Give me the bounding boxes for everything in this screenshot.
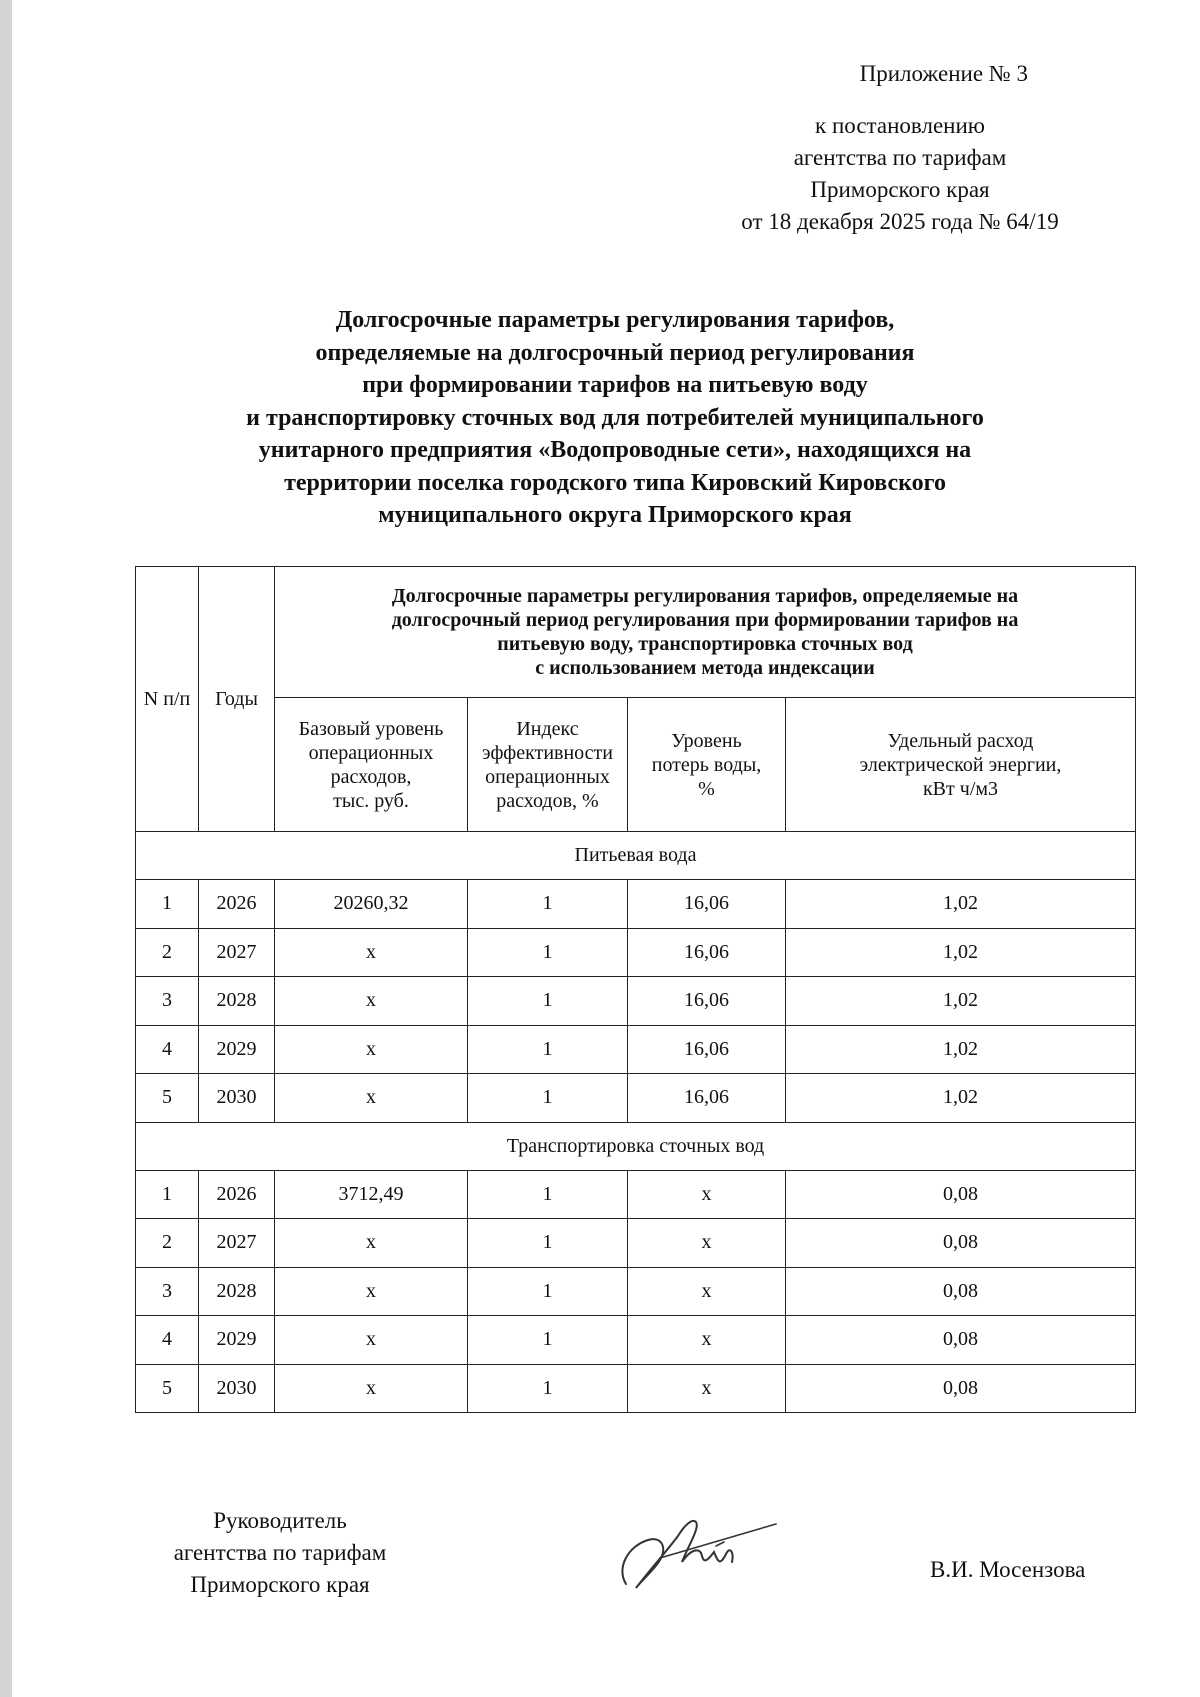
cell-number: 4: [136, 1025, 199, 1074]
cell-number: 2: [136, 1219, 199, 1268]
col-header-water-loss: [628, 698, 786, 832]
cell-efficiency-index: 1: [468, 1025, 628, 1074]
cell-water-loss: 16,06: [628, 1025, 786, 1074]
signer-name: В.И. Мосензова: [930, 1557, 1086, 1582]
cell-number: 3: [136, 1267, 199, 1316]
cell-efficiency-index: 1: [468, 1267, 628, 1316]
table-row: [136, 1267, 1136, 1316]
title-line: Долгосрочные параметры регулирования тарифов,: [335, 307, 895, 333]
header-line: Удельный расход: [887, 729, 1034, 752]
group-header-line: долгосрочный период регулирования при формировании тарифов на: [391, 609, 1019, 631]
header-line: кВт ч/м3: [922, 777, 999, 800]
cell-year: 2030: [199, 1074, 275, 1123]
cell-water-loss: х: [628, 1219, 786, 1268]
group-header: [275, 567, 1136, 698]
table-row: [136, 1170, 1136, 1219]
scan-left-edge: [0, 0, 12, 1697]
cell-base-opex: х: [275, 1267, 468, 1316]
cell-base-opex: х: [275, 1364, 468, 1413]
cell-energy-consumption: 1,02: [786, 928, 1136, 977]
resolution-line: к постановлению: [815, 113, 985, 138]
cell-efficiency-index: 1: [468, 1219, 628, 1268]
signer-position-line: агентства по тарифам: [173, 1540, 387, 1565]
section-drinking-water: Питьевая вода: [136, 832, 1136, 880]
table-row: [136, 1364, 1136, 1413]
cell-base-opex: 20260,32: [275, 880, 468, 929]
resolution-reference: [680, 110, 1120, 238]
signer-position-line: Приморского края: [190, 1572, 370, 1597]
header-line: тыс. руб.: [333, 789, 409, 812]
cell-water-loss: х: [628, 1316, 786, 1365]
signer-position: [130, 1505, 430, 1601]
cell-energy-consumption: 0,08: [786, 1170, 1136, 1219]
cell-water-loss: х: [628, 1364, 786, 1413]
cell-efficiency-index: 1: [468, 1170, 628, 1219]
cell-year: 2028: [199, 1267, 275, 1316]
cell-base-opex: х: [275, 1316, 468, 1365]
cell-water-loss: х: [628, 1267, 786, 1316]
col-header-number: N п/п: [136, 567, 199, 832]
table-row: [136, 1025, 1136, 1074]
header-line: Индекс: [516, 717, 579, 740]
col-header-base-opex: [275, 698, 468, 832]
cell-base-opex: х: [275, 977, 468, 1026]
col-header-energy-consumption: [786, 698, 1136, 832]
parameters-table: [135, 566, 1136, 1413]
cell-year: 2026: [199, 880, 275, 929]
header-line: электрической энергии,: [859, 753, 1062, 776]
cell-year: 2027: [199, 928, 275, 977]
appendix-title: Приложение № 3: [859, 61, 1028, 86]
cell-energy-consumption: 1,02: [786, 880, 1136, 929]
cell-year: 2026: [199, 1170, 275, 1219]
title-line: определяемые на долгосрочный период регулирования: [315, 339, 915, 366]
header-line: операционных: [308, 741, 434, 764]
cell-base-opex: 3712,49: [275, 1170, 468, 1219]
title-line: территории поселка городского типа Кировский Кировского: [284, 469, 946, 496]
group-header-line: Долгосрочные параметры регулирования тарифов, определяемые на: [391, 585, 1019, 607]
signer-position-line: Руководитель: [213, 1508, 347, 1533]
cell-number: 2: [136, 928, 199, 977]
cell-water-loss: 16,06: [628, 928, 786, 977]
table-row: [136, 1219, 1136, 1268]
cell-base-opex: х: [275, 928, 468, 977]
handwritten-signature: [608, 1506, 778, 1596]
cell-year: 2028: [199, 977, 275, 1026]
header-line: Уровень: [671, 729, 742, 752]
resolution-line: Приморского края: [810, 177, 990, 202]
resolution-date-line: от 18 декабря 2025 года № 64/19: [741, 209, 1059, 234]
header-line: расходов,: [330, 765, 412, 788]
col-header-year: Годы: [199, 567, 275, 832]
cell-efficiency-index: 1: [468, 1364, 628, 1413]
cell-energy-consumption: 0,08: [786, 1267, 1136, 1316]
cell-energy-consumption: 0,08: [786, 1316, 1136, 1365]
header-line: эффективности: [481, 741, 613, 764]
group-header-line: питьевую воду, транспортировка сточных вод: [497, 633, 913, 655]
cell-number: 5: [136, 1074, 199, 1123]
cell-year: 2027: [199, 1219, 275, 1268]
cell-base-opex: х: [275, 1025, 468, 1074]
cell-number: 3: [136, 977, 199, 1026]
cell-number: 1: [136, 880, 199, 929]
cell-energy-consumption: 0,08: [786, 1219, 1136, 1268]
cell-efficiency-index: 1: [468, 1074, 628, 1123]
cell-year: 2029: [199, 1025, 275, 1074]
resolution-line: агентства по тарифам: [793, 145, 1007, 170]
cell-base-opex: х: [275, 1074, 468, 1123]
title-line: при формировании тарифов на питьевую воду: [362, 372, 868, 398]
cell-year: 2030: [199, 1364, 275, 1413]
cell-number: 1: [136, 1170, 199, 1219]
title-line: унитарного предприятия «Водопроводные сети», находящихся на: [258, 437, 972, 463]
cell-energy-consumption: 1,02: [786, 977, 1136, 1026]
cell-efficiency-index: 1: [468, 977, 628, 1026]
header-line: расходов, %: [496, 789, 599, 812]
cell-efficiency-index: 1: [468, 880, 628, 929]
cell-number: 4: [136, 1316, 199, 1365]
cell-number: 5: [136, 1364, 199, 1413]
table-row: [136, 880, 1136, 929]
table-row: [136, 1316, 1136, 1365]
table-row: [136, 928, 1136, 977]
header-line: Базовый уровень: [298, 717, 444, 740]
cell-energy-consumption: 0,08: [786, 1364, 1136, 1413]
appendix-block: [612, 58, 1072, 90]
group-header-line: с использованием метода индексации: [535, 657, 875, 679]
table-row: [136, 977, 1136, 1026]
cell-efficiency-index: 1: [468, 928, 628, 977]
cell-efficiency-index: 1: [468, 1316, 628, 1365]
cell-water-loss: 16,06: [628, 880, 786, 929]
header-line: потерь воды,: [651, 753, 762, 776]
cell-energy-consumption: 1,02: [786, 1074, 1136, 1123]
cell-water-loss: 16,06: [628, 1074, 786, 1123]
cell-base-opex: х: [275, 1219, 468, 1268]
table-row: [136, 1074, 1136, 1123]
cell-water-loss: х: [628, 1170, 786, 1219]
cell-year: 2029: [199, 1316, 275, 1365]
cell-water-loss: 16,06: [628, 977, 786, 1026]
cell-energy-consumption: 1,02: [786, 1025, 1136, 1074]
title-line: муниципального округа Приморского края: [378, 502, 852, 528]
section-wastewater-transport: Транспортировка сточных вод: [136, 1122, 1136, 1170]
title-line: и транспортировку сточных вод для потребителей муниципального: [246, 404, 984, 431]
header-line: операционных: [485, 765, 610, 788]
document-title: [170, 304, 1060, 532]
col-header-efficiency-index: [468, 698, 628, 832]
header-line: %: [698, 777, 715, 800]
